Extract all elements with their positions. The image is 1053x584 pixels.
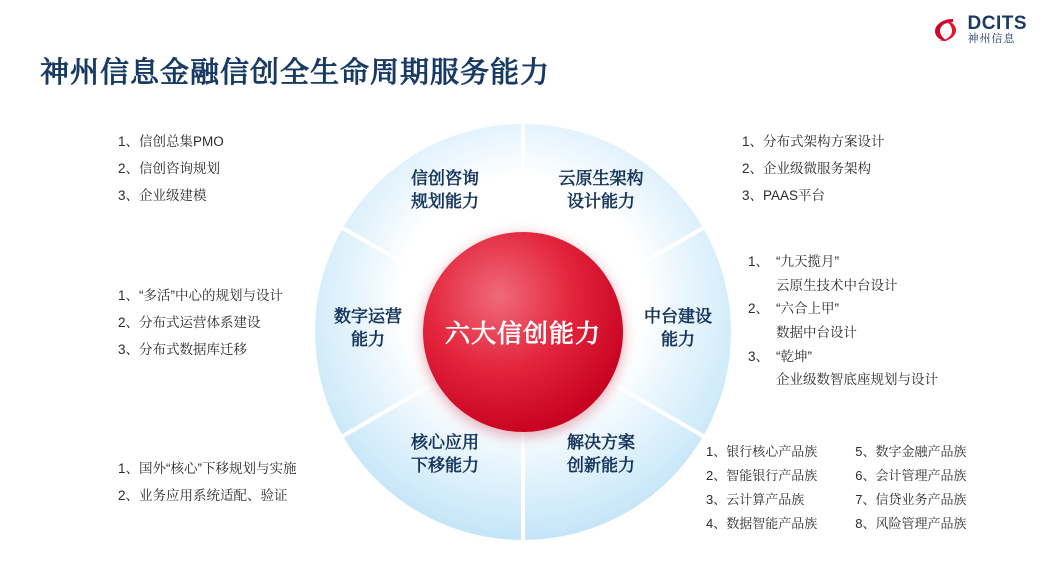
list-item: 3、PAAS平台 [742, 188, 826, 203]
core-circle [423, 232, 623, 432]
product-list-column-1 [706, 440, 817, 536]
list-item-title: “六合上甲” [776, 301, 839, 317]
text-block-left-middle [118, 282, 283, 363]
list-item: 7、信贷业务产品族 [855, 492, 967, 508]
segment-label-consult[interactable]: 信创咨询 规划能力 [411, 169, 479, 211]
logo-text-cn: 神州信息 [967, 32, 1016, 45]
list-item: 1、“多活”中心的规划与设计 [118, 288, 283, 303]
list-item: 6、会计管理产品族 [855, 468, 967, 484]
product-list-column-2 [855, 440, 966, 536]
text-block-left-bottom [118, 455, 297, 509]
list-item [748, 297, 938, 321]
list-item: 3、云计算产品族 [706, 492, 805, 508]
list-item-title: “乾坤” [776, 348, 812, 364]
segment-label-digitalop[interactable]: 数字运营 能力 [334, 307, 402, 349]
list-item-number: 2、 [748, 301, 770, 317]
logo-text-en: DCITS [967, 13, 1027, 34]
list-item-sub: 云原生技术中台设计 [776, 277, 898, 293]
segment-label-coreapp[interactable]: 核心应用 下移能力 [411, 433, 479, 475]
list-item-number: 3、 [748, 348, 770, 364]
brand-logo [931, 14, 1028, 45]
list-item: 2、企业级微服务架构 [742, 161, 872, 176]
list-item-sub: 数据中台设计 [776, 324, 857, 340]
dcits-swirl-icon [931, 15, 961, 45]
list-item [748, 345, 938, 369]
text-block-right-bottom [706, 440, 966, 536]
list-item: 2、业务应用系统适配、验证 [118, 488, 288, 503]
segment-label-solution[interactable]: 解决方案 创新能力 [567, 433, 635, 475]
list-item: 2、智能银行产品族 [706, 468, 818, 484]
list-item: 3、企业级建模 [118, 188, 207, 203]
list-item: 1、银行核心产品族 [706, 444, 818, 459]
page-title: 神州信息金融信创全生命周期服务能力 [40, 57, 551, 89]
list-item: 5、数字金融产品族 [855, 444, 967, 459]
list-item: 8、风险管理产品族 [855, 516, 967, 532]
list-item-title: “九天揽月” [776, 254, 839, 269]
list-item: 2、信创咨询规划 [118, 161, 221, 176]
text-block-right-middle [748, 250, 938, 392]
list-item: 1、信创总集PMO [118, 134, 224, 149]
capability-wheel [313, 122, 733, 542]
list-item-sub: 企业级数智底座规划与设计 [776, 372, 938, 388]
list-item: 3、分布式数据库迁移 [118, 342, 248, 357]
segment-label-midplat[interactable]: 中台建设 能力 [644, 307, 712, 349]
list-item [748, 250, 938, 274]
list-item: 4、数据智能产品族 [706, 516, 818, 532]
segment-label-cloud[interactable]: 云原生架构 设计能力 [558, 169, 644, 211]
list-item: 1、分布式架构方案设计 [742, 134, 885, 149]
list-item-number: 1、 [748, 254, 770, 269]
text-block-left-top [118, 128, 224, 209]
list-item: 1、国外“核心”下移规划与实施 [118, 461, 297, 476]
text-block-right-top [742, 128, 885, 209]
core-label: 六大信创能力 [444, 320, 601, 348]
list-item: 2、分布式运营体系建设 [118, 315, 261, 330]
